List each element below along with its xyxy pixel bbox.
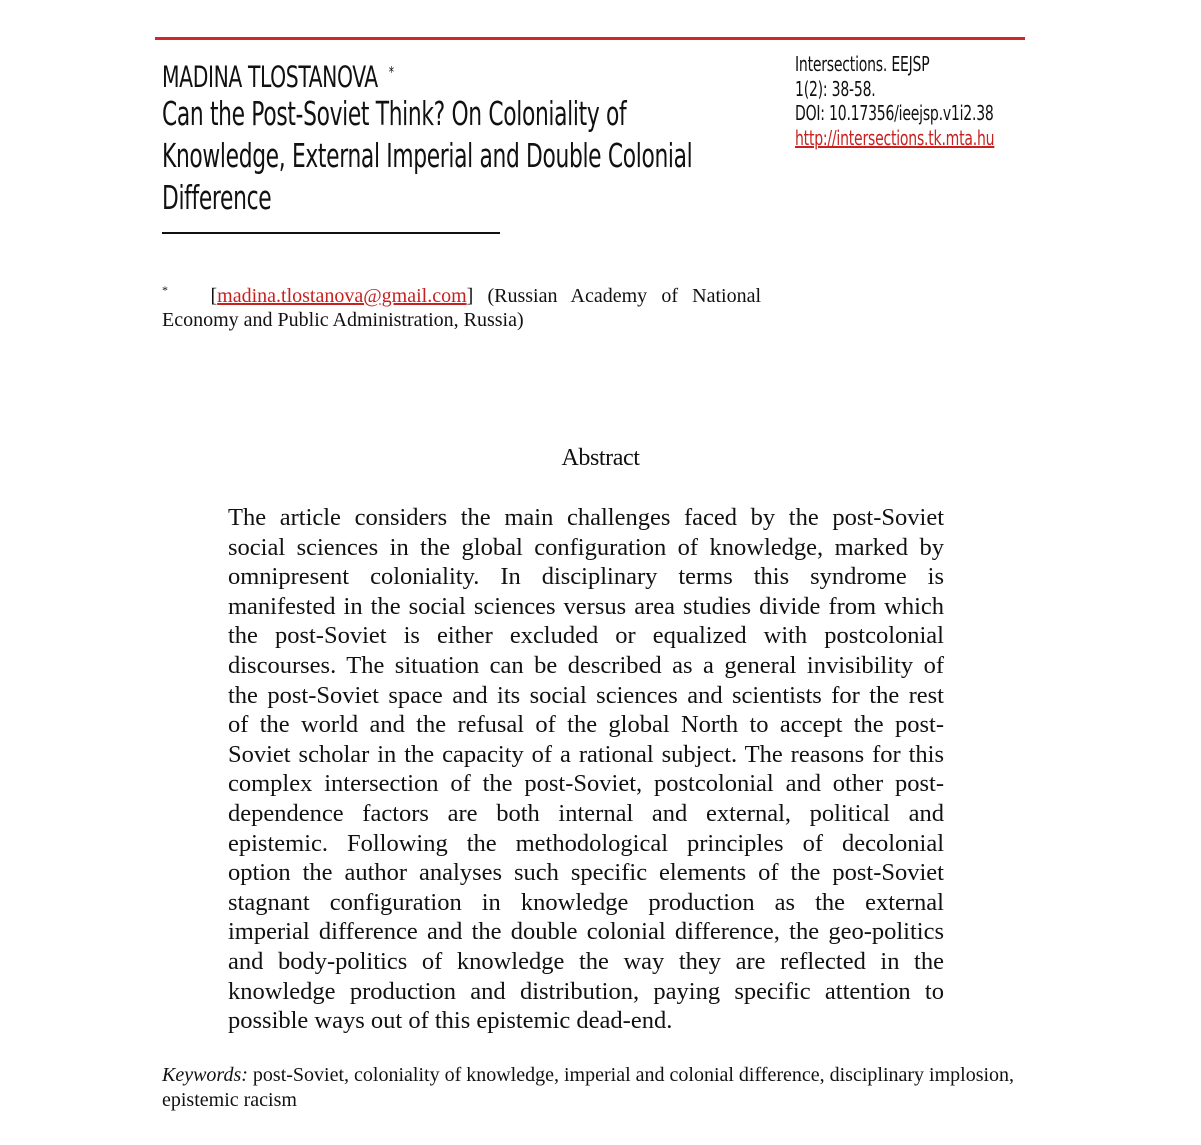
abstract-line: option the author analyses such specific elements of the post-Soviet <box>228 859 944 887</box>
abstract-line: knowledge production and distribution, paying specific attention to <box>228 977 944 1005</box>
article-header <box>162 52 782 217</box>
header-red-rule <box>155 37 1025 40</box>
title-line: Can the Post-Soviet Think? On Coloniality of <box>162 94 627 133</box>
keywords-list: post-Soviet, coloniality of knowledge, imperial and colonial difference, disciplinary implosion, epistemic racism <box>162 1064 1015 1111</box>
title-line: Difference <box>162 178 272 217</box>
abstract-line: stagnant configuration in knowledge production as the external <box>228 888 944 916</box>
title-line: Knowledge, External Imperial and Double Colonial <box>162 136 693 175</box>
keywords-label: Keywords: <box>162 1064 248 1086</box>
abstract-line: the post-Soviet space and its social sciences and scientists for the rest <box>228 681 944 709</box>
affiliation-institution-start: (Russian Academy of National <box>487 285 762 307</box>
author-name <box>162 52 646 97</box>
abstract-line: complex intersection of the post-Soviet, postcolonial and other post- <box>228 770 944 798</box>
abstract-line: and body-politics of knowledge the way they are reflected in the <box>228 947 944 975</box>
title-divider <box>162 232 500 234</box>
bracket-close: ] <box>466 285 474 307</box>
abstract-line: possible ways out of this epistemic dead-end. <box>228 1007 673 1035</box>
abstract-line: epistemic. Following the methodological principles of decolonial <box>228 829 944 857</box>
abstract-line: manifested in the social sciences versus area studies divide from which <box>228 592 944 620</box>
abstract-line: Soviet scholar in the capacity of a rational subject. The reasons for this <box>228 740 944 768</box>
bracket-open: [ <box>210 285 218 307</box>
author-name-text: MADINA TLOSTANOVA <box>162 60 378 94</box>
journal-info <box>795 52 995 150</box>
abstract-line: discourses. The situation can be described as a general invisibility of <box>228 651 944 679</box>
abstract-text <box>228 503 944 1036</box>
affiliation-line-2: Economy and Public Administration, Russia) <box>162 309 524 331</box>
abstract-line: social sciences in the global configuration of knowledge, marked by <box>228 533 944 561</box>
affiliation-line-1 <box>162 278 761 308</box>
abstract-heading: Abstract <box>561 445 640 471</box>
abstract-line: omnipresent coloniality. In disciplinary terms this syndrome is <box>228 563 944 591</box>
abstract-line: of the world and the refusal of the global North to accept the post- <box>228 711 944 739</box>
author-footnote-mark[interactable]: * <box>388 63 394 81</box>
footnote-mark: * <box>162 283 168 297</box>
abstract-line: imperial difference and the double colonial difference, the geo-politics <box>228 918 944 946</box>
journal-doi: DOI: 10.17356/ieejsp.v1i2.38 <box>795 101 994 125</box>
journal-issue: 1(2): 38-58. <box>795 76 876 101</box>
journal-name: Intersections. EEJSP <box>795 52 930 76</box>
author-email-link[interactable]: madina.tlostanova@gmail.com <box>217 285 467 307</box>
article-title <box>162 93 692 219</box>
keywords <box>162 1063 1042 1113</box>
abstract-line: dependence factors are both internal and external, political and <box>228 799 944 827</box>
abstract-line: The article considers the main challenges faced by the post-Soviet <box>228 504 944 531</box>
journal-url-link[interactable]: http://intersections.tk.mta.hu <box>795 125 995 150</box>
author-affiliation-footnote <box>162 278 761 332</box>
abstract-line: the post-Soviet is either excluded or equalized with postcolonial <box>228 622 944 650</box>
